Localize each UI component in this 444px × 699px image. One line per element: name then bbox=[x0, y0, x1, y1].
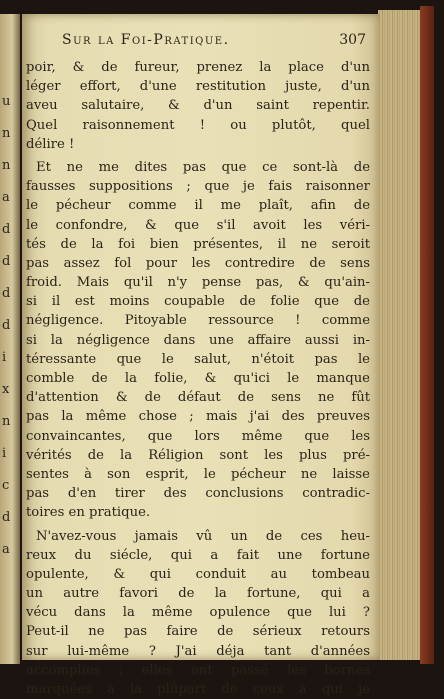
text-line: marquées à la plûpart de ceux à qui je bbox=[26, 680, 370, 699]
text-line: si il est moins coupable de folie que de bbox=[26, 292, 370, 311]
text-line: téressante que le salut, n'étoit pas le bbox=[26, 350, 370, 369]
text-line: opulente, & qui conduit au tombeau bbox=[26, 565, 370, 584]
text-line: délire ! bbox=[26, 135, 370, 154]
text-line: tés de la foi bien présentes, il ne seroit bbox=[26, 235, 370, 254]
text-line: froid. Mais qu'il n'y pense pas, & qu'ain- bbox=[26, 273, 370, 292]
paragraph bbox=[26, 158, 370, 523]
text-line: aveu salutaire, & d'un saint repentir. bbox=[26, 96, 370, 115]
text-line: convaincantes, que lors même que les bbox=[26, 427, 370, 446]
text-line: sentes à son esprit, le pécheur ne laisse bbox=[26, 465, 370, 484]
text-line: pas la même chose ; mais j'ai des preuves bbox=[26, 407, 370, 426]
text-line: pas d'en tirer des conclusions contradic- bbox=[26, 484, 370, 503]
body-text bbox=[26, 58, 370, 699]
text-line: vécu dans la même opulence que lui ? bbox=[26, 603, 370, 622]
text-line: négligence. Pitoyable ressource ! comme bbox=[26, 311, 370, 330]
text-line: le confondre, & que s'il avoit les véri- bbox=[26, 216, 370, 235]
running-title: Sur la Foi-Pratique. bbox=[62, 32, 230, 48]
text-line: comble de la folie, & qu'ici le manque bbox=[26, 369, 370, 388]
text-line: pas assez fol pour les contredire de sens bbox=[26, 254, 370, 273]
text-line: accomplies ; elles ont passé les bornes bbox=[26, 661, 370, 680]
book-page bbox=[22, 14, 380, 660]
text-line: d'attention & de défaut de sens ne fût bbox=[26, 388, 370, 407]
text-line: poir, & de fureur, prenez la place d'un bbox=[26, 58, 370, 77]
text-line: Et ne me dites pas que ce sont-là de bbox=[26, 158, 370, 177]
previous-page-edge bbox=[0, 14, 20, 664]
text-line: un autre favori de la fortune, qui a bbox=[26, 584, 370, 603]
text-line: Peut-il ne pas faire de sérieux retours bbox=[26, 622, 370, 641]
text-line: léger effort, d'une restitution juste, d'un bbox=[26, 77, 370, 96]
paragraph bbox=[26, 527, 370, 699]
text-line: toires en pratique. bbox=[26, 503, 370, 522]
book-cover-edge bbox=[420, 6, 434, 664]
previous-page-margin-letters: u n n a d d d d i x n i c d a bbox=[2, 86, 18, 566]
text-line: le pécheur comme il me plaît, afin de bbox=[26, 196, 370, 215]
text-line: si la négligence dans une affaire aussi in- bbox=[26, 331, 370, 350]
running-head bbox=[22, 32, 380, 54]
text-line: sur lui-même ? J'ai déja tant d'années bbox=[26, 642, 370, 661]
paragraph bbox=[26, 58, 370, 154]
page-number: 307 bbox=[339, 32, 366, 48]
text-line: N'avez-vous jamais vû un de ces heu- bbox=[26, 527, 370, 546]
text-line: Quel raisonnement ! ou plutôt, quel bbox=[26, 116, 370, 135]
text-line: vérités de la Réligion sont les plus pré- bbox=[26, 446, 370, 465]
text-line: reux du siécle, qui a fait une fortune bbox=[26, 546, 370, 565]
text-line: fausses suppositions ; que je fais raisonner bbox=[26, 177, 370, 196]
